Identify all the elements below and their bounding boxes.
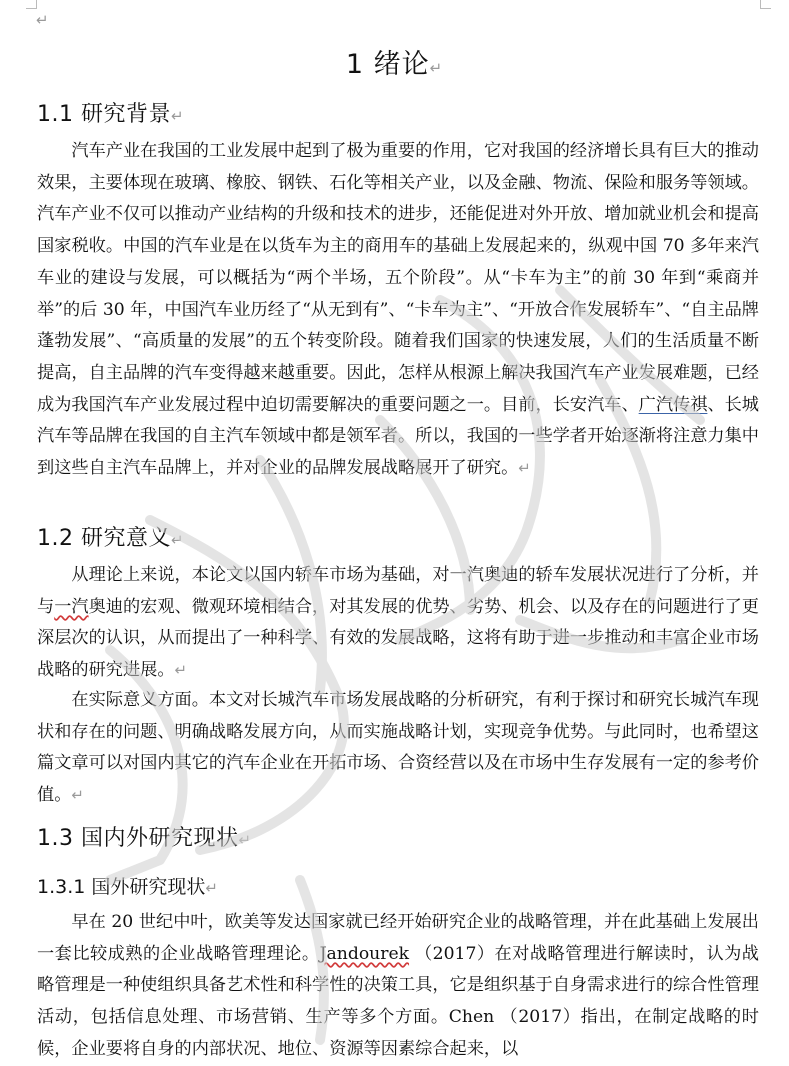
chapter-title[interactable]: 1 绪论↵ [345, 49, 444, 80]
section-heading-background[interactable]: 1.1 研究背景↵ [37, 102, 185, 127]
section-heading-significance[interactable]: 1.2 研究意义↵ [37, 526, 185, 551]
page-corner-mark-left [26, 0, 37, 9]
paragraph-theoretical-significance[interactable]: 从理论上来说，本论文以国内轿车市场为基础，对一汽奥迪的轿车发展状况进行了分析，并与一汽奥迪的宏观、微观环境相结合，对其发展的优势、劣势、机会、以及存在的问题进行了更深层次的认识，从而提出了一种科学、有效的发展战略，这将有助于进一步推动和丰富企业市场战略的研究进展。↵ [37, 565, 759, 681]
underlined-link-text: 广汽传祺 [638, 394, 708, 415]
spellcheck-underline: 一汽 [54, 596, 89, 617]
spellcheck-underline: Jandourek [319, 943, 410, 964]
section-heading-research-status[interactable]: 1.3 国内外研究现状↵ [37, 826, 252, 851]
page-corner-mark-right [760, 0, 771, 9]
paragraph-background[interactable]: 汽车产业在我国的工业发展中起到了极为重要的作用，它对我国的经济增长具有巨大的推动效果，主要体现在玻璃、橡胶、钢铁、石化等相关产业，以及金融、物流、保险和服务等领域。汽车产业不仅可以推动产业结构的升级和技术的进步，还能促进对外开放、增加就业机会和提高国家税收。中国的汽车业是在以货车为主的商用车的基础上发展起来的，纵观中国 70 多年来汽车业的建设与发展，可以概括为“两个半场，五个阶段”。从“卡车为主”的前 30 年到“乘商并举”的后 30 年，中国汽车业历经了“从无到有”、“卡车为主”、“开放合作发展轿车”、“自主品牌蓬勃发展”、“高质量的发展”的五个转变阶段。随着我们国家的快速发展，人们的生活质量不断提高，自主品牌的汽车变得越来越重要。因此，怎样从根源上解决我国汽车产业发展难题，已经成为我国汽车产业发展过程中迫切需要解决的重要问题之一。目前，长安汽车、广汽传祺、长城汽车等品牌在我国的自主汽车领域中都是领军者。所以，我国的一些学者开始逐渐将注意力集中到这些自主汽车品牌上，并对企业的品牌发展战略展开了研究。↵ [37, 141, 760, 479]
empty-paragraph-mark: ↵ [36, 11, 49, 29]
paragraph-foreign-research[interactable]: 早在 20 世纪中叶，欧美等发达国家就已经开始研究企业的战略管理，并在此基础上发展出一套比较成熟的企业战略管理理论。Jandourek （2017）在对战略管理进行解读时，认为战略管理是一种使组织具备艺术性和科学性的决策工具，它是组织基于自身需求进行的综合性管理活动，包括信息处理、市场营销、生产等多个方面。Chen （2017）指出，在制定战略的时候，企业要将自身的内部状况、地位、资源等因素综合起来，以 [37, 912, 759, 1059]
paragraph-practical-significance[interactable]: 在实际意义方面。本文对长城汽车市场发展战略的分析研究，有利于探讨和研究长城汽车现状和存在的问题、明确战略发展方向，从而实施战略计划，实现竞争优势。与此同时，也希望这篇文章可以对国内其它的汽车企业在开拓市场、合资经营以及在市场中生存发展有一定的参考价值。↵ [37, 690, 759, 806]
subsection-heading-foreign-research[interactable]: 1.3.1 国外研究现状↵ [37, 876, 218, 898]
